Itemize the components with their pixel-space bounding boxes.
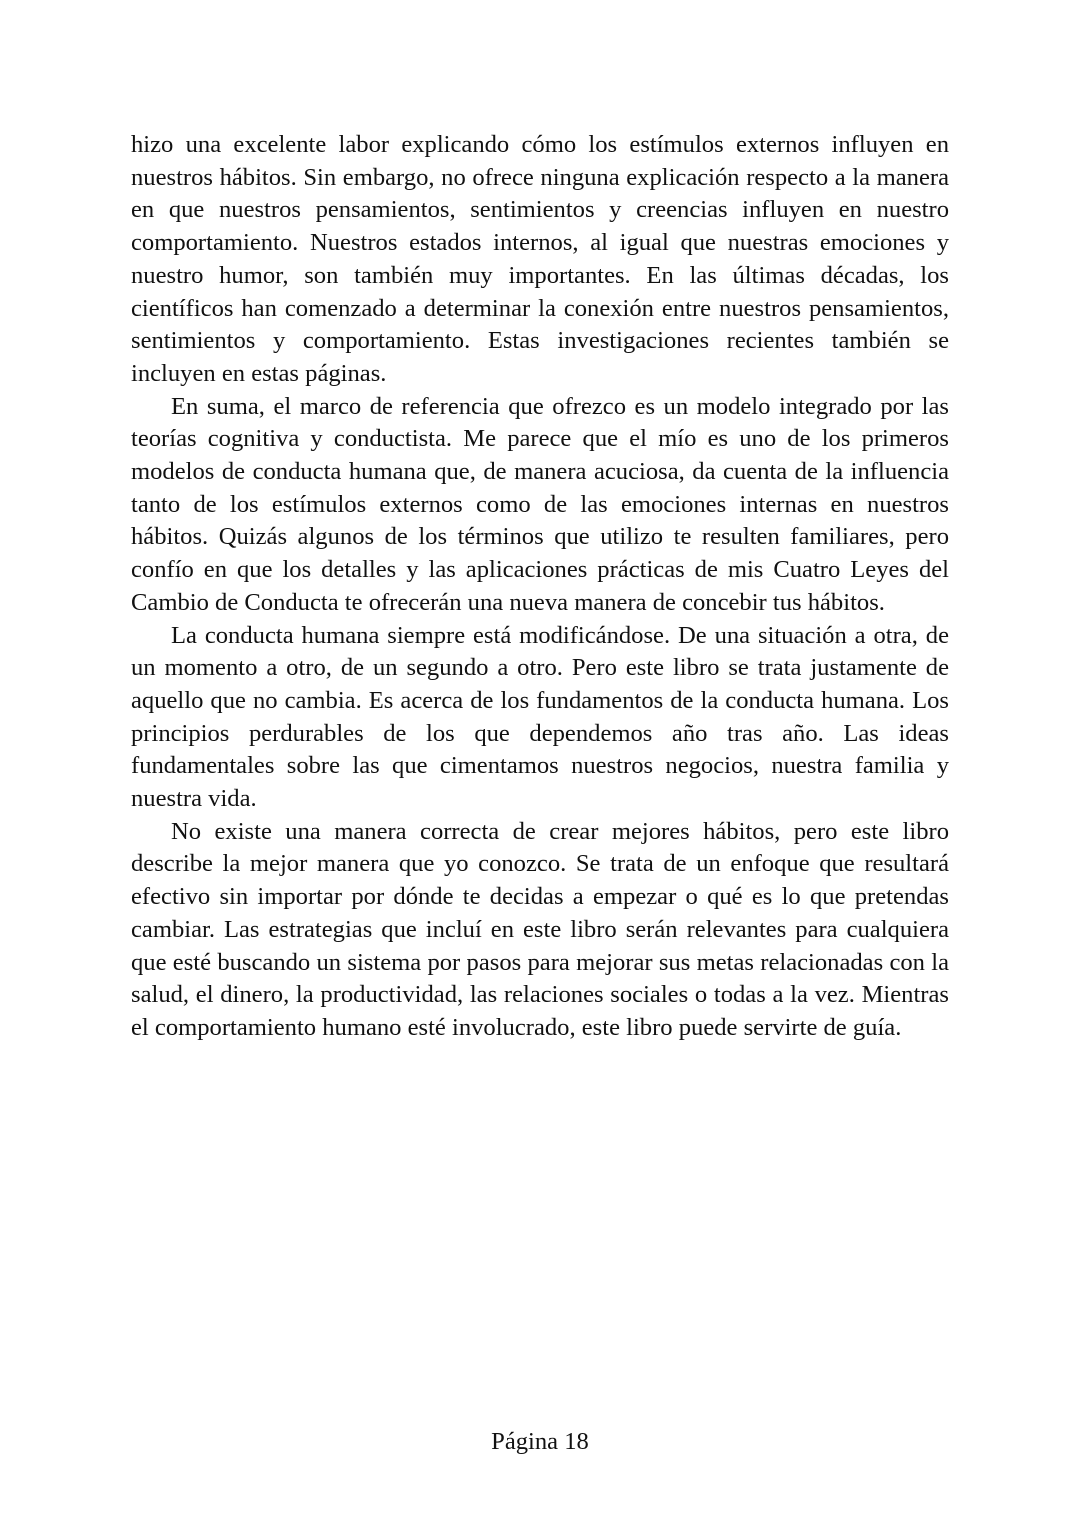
paragraph-2: En suma, el marco de referencia que ofrezco es un modelo integrado por las teorías cognitiva y conductista. Me parece que el mío es uno de los primeros modelos de conducta humana que, de manera acuciosa, da cuenta de la influencia tanto de los estímulos externos como de las emociones internas en nuestros hábitos. Quizás algunos de los términos que utilizo te resulten familiares, pero confío en que los detalles y las aplicaciones prácticas de mis Cuatro Leyes del Cambio de Conducta te ofrecerán una nueva manera de concebir tus hábitos. [131,392,949,616]
paragraph-4: No existe una manera correcta de crear mejores hábitos, pero este libro describe la mejor manera que yo conozco. Se trata de un enfoque que resultará efectivo sin importar por dónde te decidas a empezar o qué es lo que pretendas cambiar. Las estrategias que incluí en este libro serán relevantes para cualquiera que esté buscando un sistema por pasos para mejorar sus metas relacionadas con la salud, el dinero, la productividad, las relaciones sociales o todas a la vez. Mientras el comportamiento humano esté involucrado, este libro puede servirte de guía. [131,817,949,1041]
paragraph-1: hizo una excelente labor explicando cómo los estímulos externos influyen en nuestros hábitos. Sin embargo, no ofrece ninguna explicación respecto a la manera en que nuestros pensamientos, sentimientos y creencias influyen en nuestro comportamiento. Nuestros estados internos, al igual que nuestras emociones y nuestro humor, son también muy importantes. En las últimas décadas, los científicos han comenzado a determinar la conexión entre nuestros pensamientos, sentimientos y comportamiento. Estas investigaciones recientes también se incluyen en estas páginas. [131,131,949,387]
page-number: Página 18 [491,1428,589,1455]
body-text [131,129,949,1045]
paragraph-3: La conducta humana siempre está modificándose. De una situación a otra, de un momento a otro, de un segundo a otro. Pero este libro se trata justamente de aquello que no cambia. Es acerca de los fundamentos de la conducta humana. Los principios perdurables de los que dependemos año tras año. Las ideas fundamentales sobre las que cimentamos nuestros negocios, nuestra familia y nuestra vida. [131,621,949,813]
